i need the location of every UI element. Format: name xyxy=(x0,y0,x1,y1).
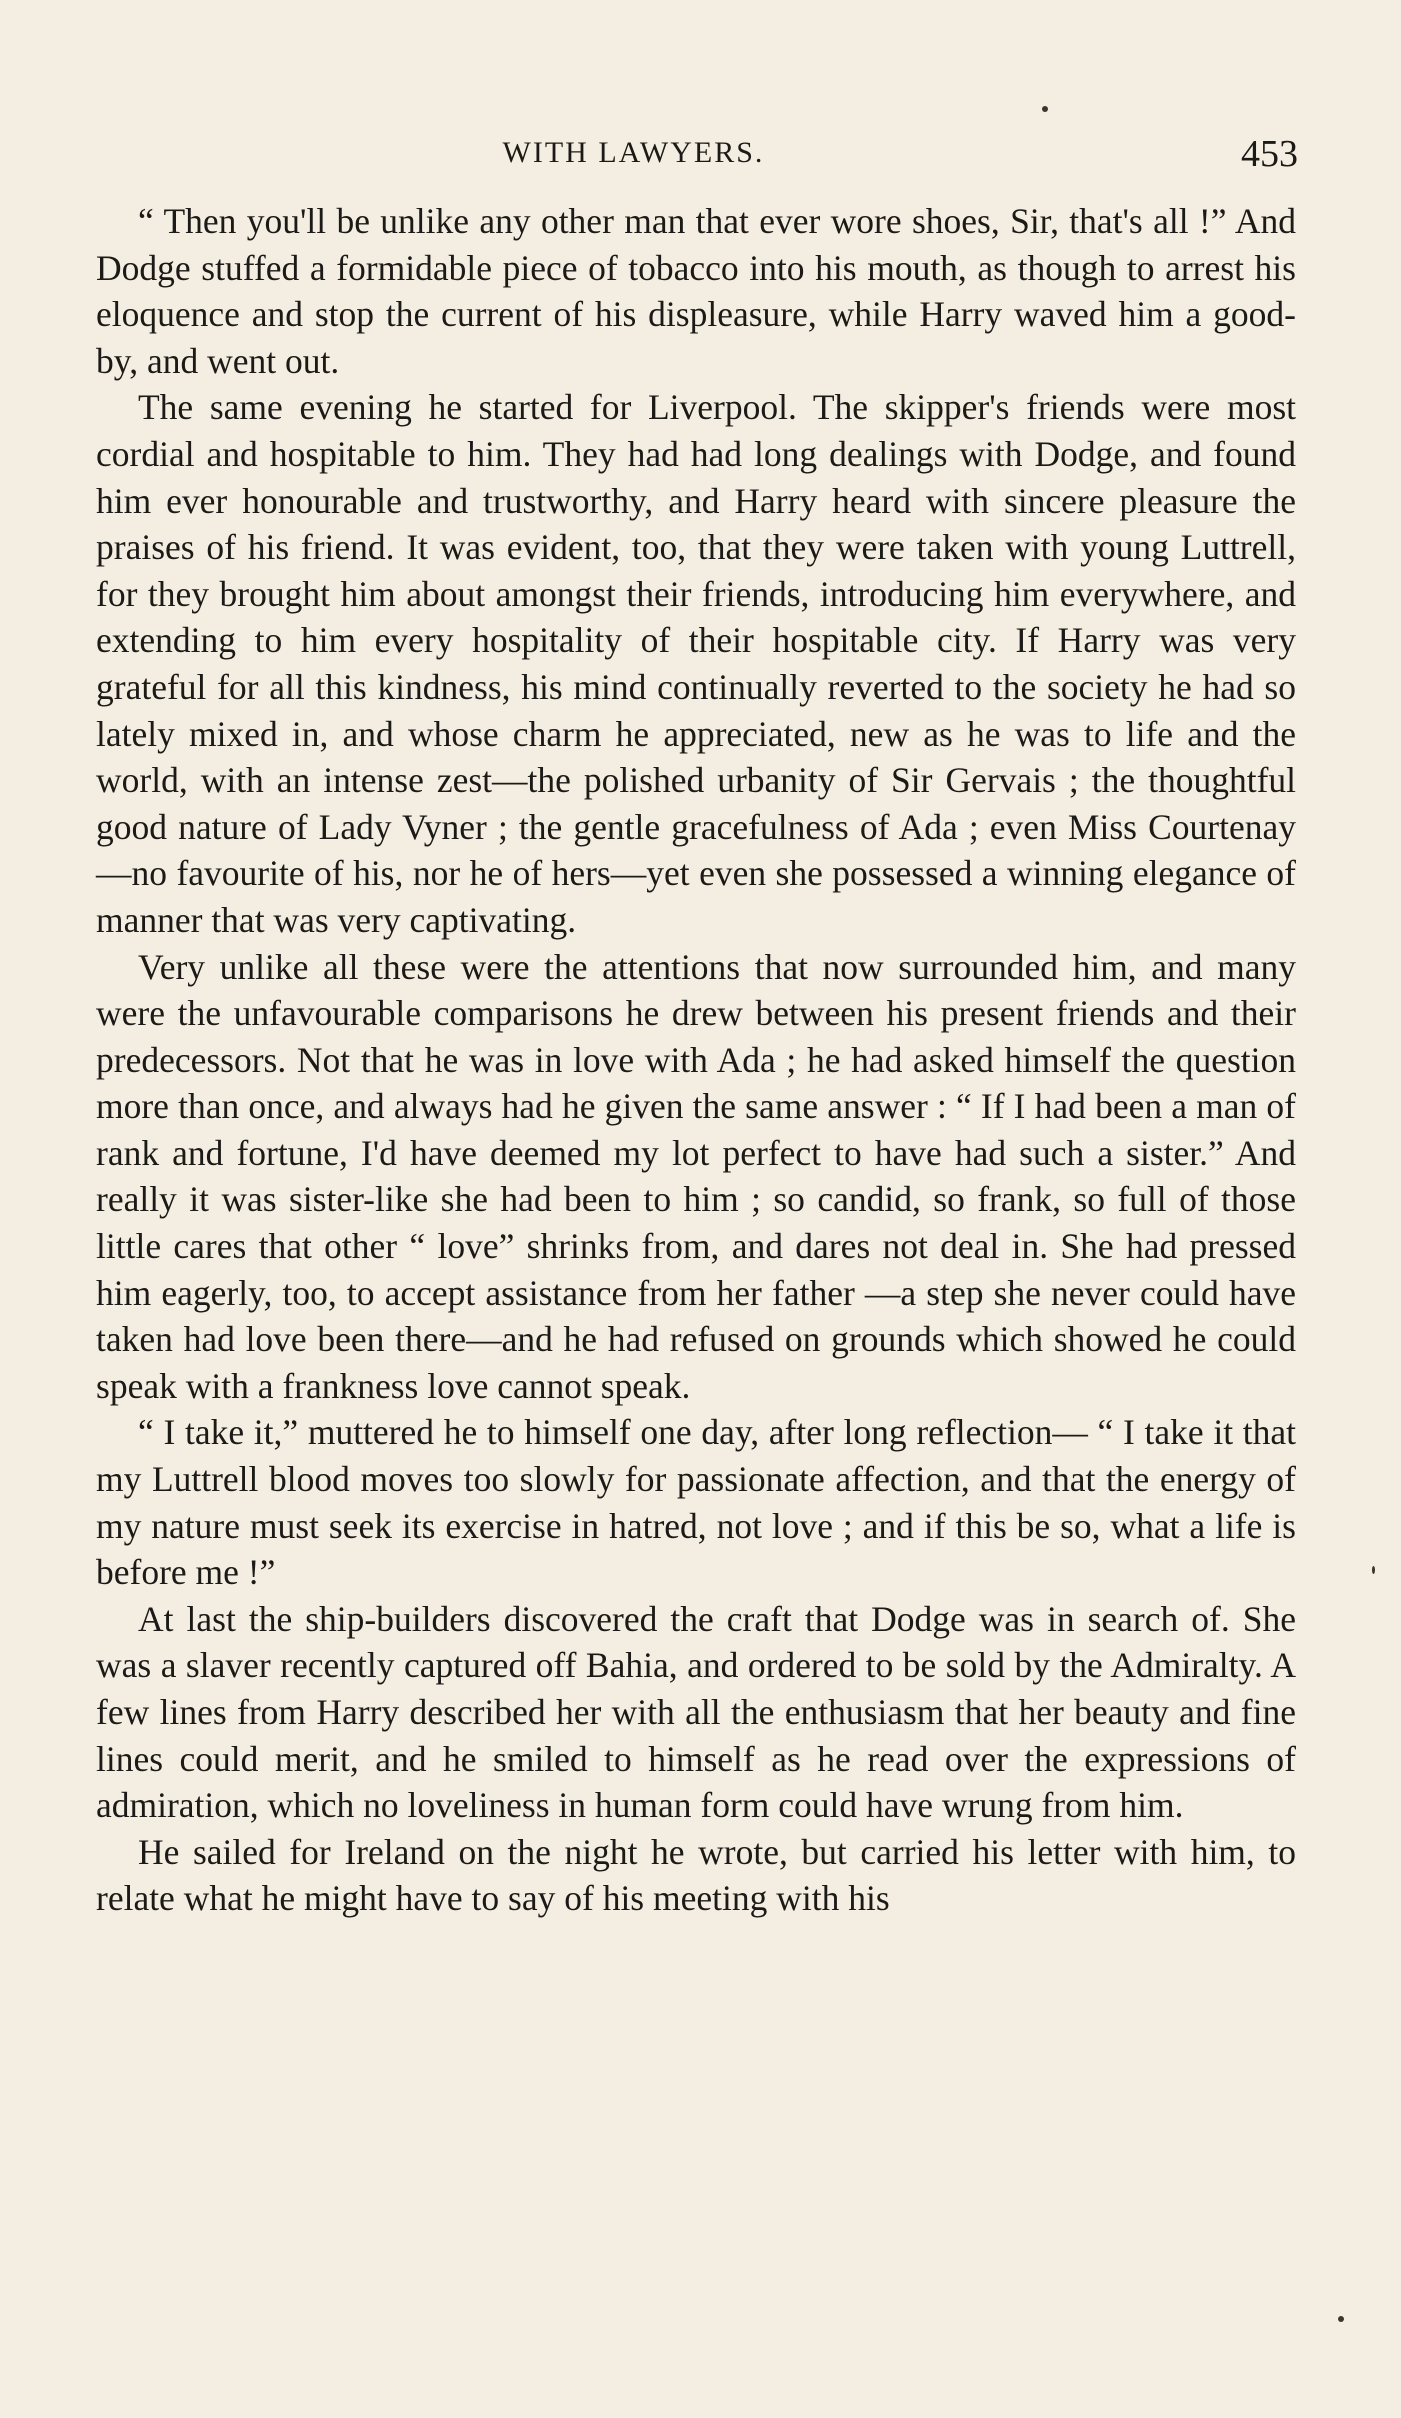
running-head xyxy=(96,132,1296,182)
running-title: WITH LAWYERS. xyxy=(502,136,765,169)
ink-speck xyxy=(1338,2316,1344,2322)
page-number: 453 xyxy=(1241,133,1298,175)
paragraph: “ Then you'll be unlike any other man that ever wore shoes, Sir, that's all !” And Dodge stuffed a formidable piece of tobacco into his mouth, as though to arrest his eloquence and stop the current of his displeasure, while Harry waved him a good-by, and went out. xyxy=(96,201,1296,381)
paragraph: Very unlike all these were the attentions that now surrounded him, and many were the unfavourable comparisons he drew between his present friends and their predecessors. Not that he was in love with Ada ; he had asked himself the question more than once, and always had he given the same answer : “ If I had been a man of rank and fortune, I'd have deemed my lot perfect to have had such a sister.” And really it was sister-like she had been to him ; so candid, so frank, so full of those little cares that other “ love” shrinks from, and dares not deal in. She had pressed him eagerly, too, to accept assistance from her father —a step she never could have taken had love been there—and he had refused on grounds which showed he could speak with a frankness love cannot speak. xyxy=(96,946,1296,1406)
paragraph: He sailed for Ireland on the night he wrote, but carried his letter with him, to relate what he might have to say of his meeting with his xyxy=(96,1831,1296,1919)
paragraph: “ I take it,” muttered he to himself one day, after long reflection— “ I take it that my Luttrell blood moves too slowly for passionate affection, and that the energy of my nature must seek its exercise in hatred, not love ; and if this be so, what a life is before me !” xyxy=(96,1412,1296,1593)
paragraph: The same evening he started for Liverpool. The skipper's friends were most cordial and hospitable to him. They had had long dealings with Dodge, and found him ever honourable and trustworthy, and Harry heard with sincere pleasure the praises of his friend. It was evident, too, that they were taken with young Luttrell, for they brought him about amongst their friends, introducing him everywhere, and extending to him every hospitality of their hospitable city. If Harry was very grateful for all this kindness, his mind continually reverted to the society he had so lately mixed in, and whose charm he appreciated, new as he was to life and the world, with an intense zest—the polished urbanity of Sir Gervais ; the thoughtful good nature of Lady Vyner ; the gentle gracefulness of Ada ; even Miss Courtenay—no favourite of his, nor he of hers—yet even she possessed a winning elegance of manner that was very captivating. xyxy=(96,387,1296,940)
body-text xyxy=(96,198,1296,1922)
ink-speck xyxy=(1042,106,1048,112)
ink-speck xyxy=(1372,1566,1375,1574)
paragraph: At last the ship-builders discovered the craft that Dodge was in search of. She was a slaver recently captured off Bahia, and ordered to be sold by the Admiralty. A few lines from Harry described her with all the enthusiasm that her beauty and fine lines could merit, and he smiled to himself as he read over the expressions of admiration, which no loveliness in human form could have wrung from him. xyxy=(96,1598,1296,1826)
